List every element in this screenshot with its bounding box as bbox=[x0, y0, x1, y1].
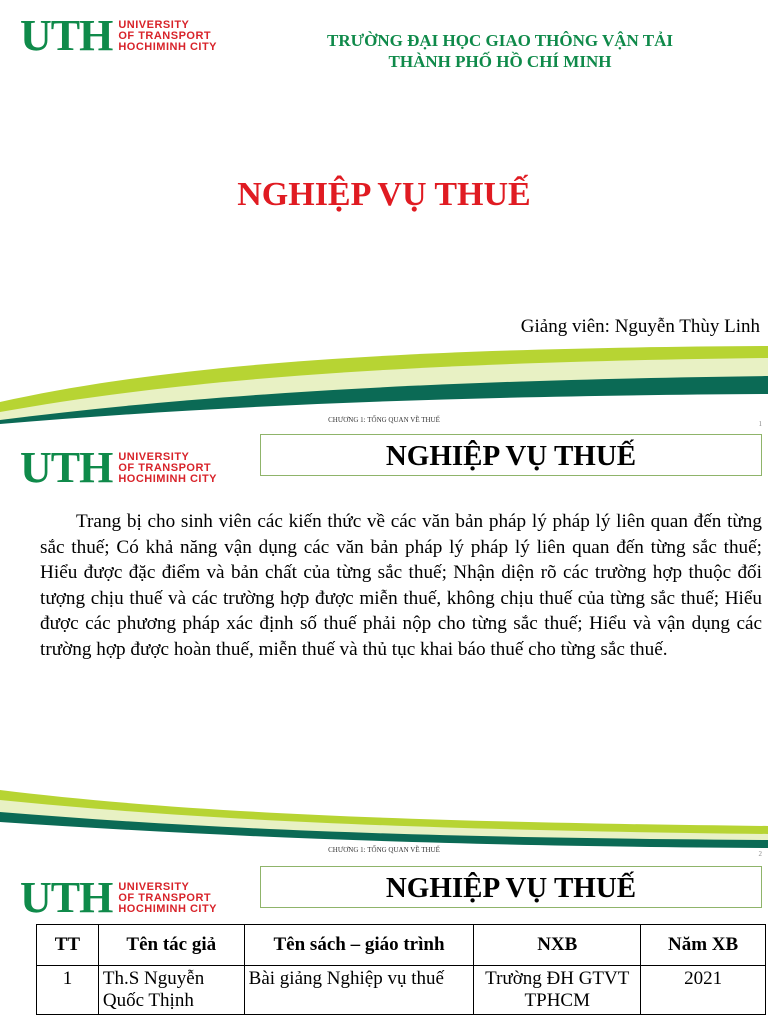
uth-logo bbox=[20, 443, 218, 492]
course-objectives: Trang bị cho sinh viên các kiến thức về các văn bản pháp lý pháp lý liên quan đến từng sắc thuế; Có khả năng vận dụng các văn bản pháp lý pháp lý liên quan đến từng sắc thuế; Hiểu được đặc điểm và bản chất của từng sắc thuế; Nhận diện rõ các trường hợp thuộc đối tượng chịu thuế và các trường hợp được miễn thuế, không chịu thuế của từng sắc thuế; Hiểu được các phương pháp xác định số thuế phải nộp cho từng sắc thuế; Hiểu và vận dụng các trường hợp được hoàn thuế, miễn thuế và thủ tục khai báo thuế cho từng sắc thuế. bbox=[40, 511, 762, 660]
cell-year: 2021 bbox=[641, 966, 766, 1015]
cell-tt: 1 bbox=[37, 966, 99, 1015]
logo-line-3: HOCHIMINH CITY bbox=[118, 472, 218, 485]
logo-line-3: HOCHIMINH CITY bbox=[118, 40, 218, 53]
column-header-year: Năm XB bbox=[641, 925, 766, 966]
logo-mark: UTH bbox=[20, 443, 113, 492]
logo-text bbox=[118, 452, 217, 485]
cell-book: Bài giảng Nghiệp vụ thuế bbox=[244, 966, 474, 1015]
page-number: 2 bbox=[758, 850, 762, 858]
cell-publisher: Trường ĐH GTVT TPHCM bbox=[474, 966, 641, 1015]
logo-line-2: OF TRANSPORT bbox=[118, 461, 212, 474]
logo-mark: UTH bbox=[20, 11, 113, 60]
school-line-1: TRƯỜNG ĐẠI HỌC GIAO THÔNG VẬN TẢI bbox=[326, 31, 674, 50]
slide-footer: CHƯƠNG 1: TỔNG QUAN VỀ THUẾ bbox=[328, 416, 440, 424]
slide-title: NGHIỆP VỤ THUẾ bbox=[260, 866, 762, 908]
logo-line-2: OF TRANSPORT bbox=[118, 29, 212, 42]
table-header-row bbox=[37, 925, 766, 966]
course-title: NGHIỆP VỤ THUẾ bbox=[237, 176, 531, 213]
column-header-publisher: NXB bbox=[474, 925, 641, 966]
slide-title: NGHIỆP VỤ THUẾ bbox=[260, 434, 762, 476]
logo-text bbox=[118, 20, 217, 53]
logo-line-1: UNIVERSITY bbox=[118, 450, 190, 463]
slide-2 bbox=[0, 432, 768, 862]
uth-logo bbox=[20, 873, 218, 922]
column-header-book: Tên sách – giáo trình bbox=[244, 925, 474, 966]
slide-1 bbox=[0, 0, 768, 432]
column-header-author: Tên tác giả bbox=[98, 925, 244, 966]
school-name bbox=[270, 30, 730, 72]
logo-line-1: UNIVERSITY bbox=[118, 880, 190, 893]
logo-line-1: UNIVERSITY bbox=[118, 18, 190, 31]
slide-footer: CHƯƠNG 1: TỔNG QUAN VỀ THUẾ bbox=[328, 846, 440, 854]
school-line-2: THÀNH PHỐ HỒ CHÍ MINH bbox=[388, 52, 612, 71]
logo-mark: UTH bbox=[20, 873, 113, 922]
reference-table bbox=[36, 924, 766, 1015]
cell-author: Th.S Nguyễn Quốc Thịnh bbox=[98, 966, 244, 1015]
column-header-tt: TT bbox=[37, 925, 99, 966]
page-number: 1 bbox=[758, 420, 762, 428]
uth-logo bbox=[20, 11, 218, 60]
logo-line-2: OF TRANSPORT bbox=[118, 891, 212, 904]
logo-text bbox=[118, 882, 217, 915]
table-row bbox=[37, 966, 766, 1015]
lecturer-name: Giảng viên: Nguyễn Thùy Linh bbox=[520, 316, 760, 337]
logo-line-3: HOCHIMINH CITY bbox=[118, 902, 218, 915]
slide-3 bbox=[0, 862, 768, 1024]
